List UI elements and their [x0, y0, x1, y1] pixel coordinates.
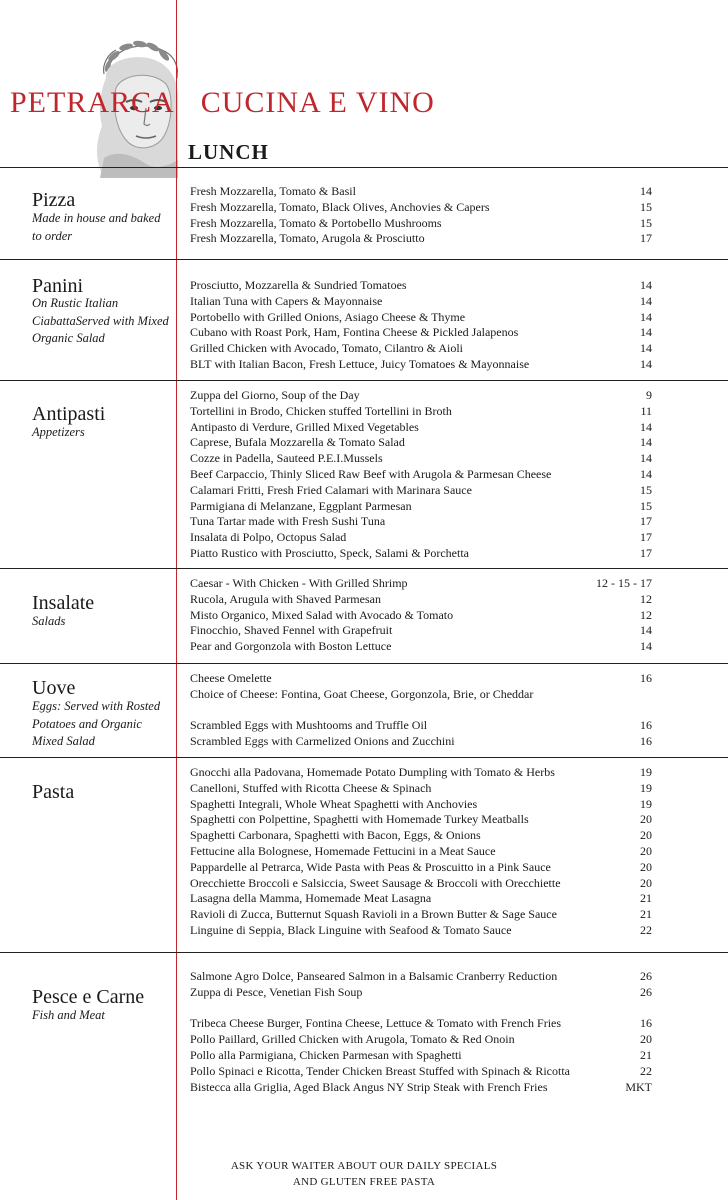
- menu-item-price: 14: [640, 341, 652, 356]
- menu-item-price: 14: [640, 435, 652, 450]
- meal-title: LUNCH: [188, 140, 269, 164]
- menu-item-name: Fresh Mozzarella, Tomato, Arugola & Prosciutto: [190, 231, 425, 246]
- brand-word-2: CUCINA E VINO: [200, 86, 435, 119]
- menu-item-price: 19: [640, 796, 652, 811]
- section-title-uove: Uove: [32, 677, 76, 699]
- menu-list-panini: [190, 278, 664, 373]
- menu-item-price: 16: [640, 671, 652, 685]
- menu-item-name: Antipasto di Verdure, Grilled Mixed Vegetables: [190, 419, 419, 434]
- menu-item-price: 14: [640, 623, 652, 638]
- menu-item: [190, 404, 664, 420]
- menu-item: [190, 891, 664, 907]
- menu-item-price: 17: [640, 231, 652, 246]
- menu-item-name: Misto Organico, Mixed Salad with Avocado & Tomato: [190, 607, 454, 622]
- menu-item-price: 17: [640, 514, 652, 529]
- menu-item-name: Italian Tuna with Capers & Mayonnaise: [190, 293, 383, 308]
- menu-item-name: Bistecca alla Griglia, Aged Black Angus NY Strip Steak with French Fries: [190, 1079, 548, 1094]
- menu-item-price: 14: [640, 293, 652, 308]
- menu-item-name: Fresh Mozzarella, Tomato & Portobello Mushrooms: [190, 215, 442, 230]
- section-divider: [0, 757, 728, 758]
- menu-item-name: Beef Carpaccio, Thinly Sliced Raw Beef with Arugola & Parmesan Cheese: [190, 466, 552, 481]
- menu-item-price: 17: [640, 545, 652, 560]
- section-subtitle-panini: On Rustic Italian CiabattaServed with Mixed Organic Salad: [32, 296, 169, 345]
- section-divider: [0, 259, 728, 260]
- menu-item-name: Caesar - With Chicken - With Grilled Shrimp: [190, 576, 408, 590]
- menu-item: [190, 231, 664, 247]
- menu-item: [190, 844, 664, 860]
- menu-item-name: Linguine di Seppia, Black Linguine with Seafood & Tomato Sauce: [190, 922, 512, 937]
- menu-item-name: Portobello with Grilled Onions, Asiago Cheese & Thyme: [190, 309, 466, 324]
- menu-list-pesce-e-carne: [190, 969, 664, 1095]
- menu-item: [190, 184, 664, 200]
- section-title-pesce-e-carne: Pesce e Carne: [32, 986, 145, 1008]
- menu-item: [190, 499, 664, 515]
- menu-item-price: 14: [640, 184, 652, 198]
- menu-item: [190, 687, 664, 703]
- menu-item: [190, 435, 664, 451]
- menu-item-price: 17: [640, 530, 652, 545]
- menu-item: [190, 310, 664, 326]
- menu-item-name: Rucola, Arugula with Shaved Parmesan: [190, 591, 381, 606]
- menu-item-name: Pollo Paillard, Grilled Chicken with Arugola, Tomato & Red Onoin: [190, 1032, 515, 1047]
- menu-item-name: Spaghetti con Polpettine, Spaghetti with Homemade Turkey Meatballs: [190, 812, 529, 827]
- menu-item: [190, 467, 664, 483]
- menu-item-name: Gnocchi alla Padovana, Homemade Potato Dumpling with Tomato & Herbs: [190, 765, 555, 779]
- menu-item-name: Salmone Agro Dolce, Panseared Salmon in a Balsamic Cranberry Reduction: [190, 969, 558, 983]
- section-divider: [0, 568, 728, 569]
- menu-item-price: 14: [640, 639, 652, 654]
- menu-item-name: Finocchio, Shaved Fennel with Grapefruit: [190, 623, 393, 638]
- menu-item: [190, 734, 664, 750]
- menu-item-price: 22: [640, 922, 652, 937]
- menu-item-name: Insalata di Polpo, Octopus Salad: [190, 530, 347, 545]
- menu-item-name: Calamari Fritti, Fresh Fried Calamari with Marinara Sauce: [190, 482, 472, 497]
- restaurant-name: [10, 88, 435, 118]
- menu-item: [190, 325, 664, 341]
- menu-item: [190, 530, 664, 546]
- menu-item-price: 15: [640, 482, 652, 497]
- menu-item: [190, 420, 664, 436]
- menu-item-price: 21: [640, 907, 652, 922]
- menu-item: [190, 608, 664, 624]
- menu-item: [190, 1016, 664, 1032]
- menu-item: [190, 639, 664, 655]
- menu-item-name: Fresh Mozzarella, Tomato & Basil: [190, 184, 356, 198]
- menu-item: [190, 1048, 664, 1064]
- menu-item-price: 15: [640, 498, 652, 513]
- brand-word-1: PETRARCA: [10, 86, 175, 119]
- menu-item-price: 20: [640, 859, 652, 874]
- section-subtitle-insalate: Salads: [32, 614, 66, 628]
- menu-item-name: Cozze in Padella, Sauteed P.E.I.Mussels: [190, 451, 383, 466]
- menu-item: [190, 592, 664, 608]
- menu-item-price: 14: [640, 356, 652, 371]
- menu-item-name: Canelloni, Stuffed with Ricotta Cheese & Spinach: [190, 780, 432, 795]
- menu-item: [190, 294, 664, 310]
- menu-item: [190, 388, 664, 404]
- menu-item: [190, 828, 664, 844]
- menu-item: [190, 483, 664, 499]
- menu-item: [190, 876, 664, 892]
- menu-item: [190, 357, 664, 373]
- menu-item-name: Caprese, Bufala Mozzarella & Tomato Salad: [190, 435, 405, 450]
- menu-item: [190, 781, 664, 797]
- menu-item-price: 14: [640, 309, 652, 324]
- section-subtitle-uove: Eggs: Served with Rosted Potatoes and Organic Mixed Salad: [32, 699, 161, 748]
- menu-item-name: Cubano with Roast Pork, Ham, Fontina Cheese & Pickled Jalapenos: [190, 325, 519, 340]
- section-title-insalate: Insalate: [32, 592, 95, 614]
- menu-item: [190, 671, 664, 687]
- menu-item-price: 12: [640, 607, 652, 622]
- section-divider: [0, 663, 728, 664]
- menu-item: [190, 1064, 664, 1080]
- menu-item: [190, 985, 664, 1001]
- footer-note: [0, 1159, 728, 1190]
- menu-item-price: 16: [640, 1016, 652, 1031]
- menu-item-price: 19: [640, 780, 652, 795]
- menu-item-name: Zuppa di Pesce, Venetian Fish Soup: [190, 984, 363, 999]
- footer-line-1: ASK YOUR WAITER ABOUT OUR DAILY SPECIALS: [230, 1160, 498, 1172]
- menu-item-price: 16: [640, 734, 652, 749]
- section-title-pizza: Pizza: [32, 189, 76, 211]
- menu-item: [190, 812, 664, 828]
- menu-item: [190, 1080, 664, 1096]
- menu-item: [190, 765, 664, 781]
- menu-item: [190, 278, 664, 294]
- menu-item: [190, 200, 664, 216]
- menu-item-price: 9: [646, 388, 652, 402]
- footer-line-2: AND GLUTEN FREE PASTA: [292, 1175, 436, 1188]
- menu-item-name: Piatto Rustico with Prosciutto, Speck, Salami & Porchetta: [190, 545, 469, 560]
- menu-list-pizza: [190, 184, 664, 247]
- menu-item: [190, 1032, 664, 1048]
- menu-item-name: Choice of Cheese: Fontina, Goat Cheese, Gorgonzola, Brie, or Cheddar: [190, 686, 534, 701]
- menu-item-price: 20: [640, 843, 652, 858]
- menu-item-name: Spaghetti Carbonara, Spaghetti with Bacon, Eggs, & Onions: [190, 828, 481, 843]
- menu-item-price: 16: [640, 718, 652, 733]
- section-title-pasta: Pasta: [32, 781, 75, 803]
- menu-item: [190, 860, 664, 876]
- menu-item: [190, 907, 664, 923]
- menu-item-name: Pear and Gorgonzola with Boston Lettuce: [190, 639, 392, 654]
- menu-item: [190, 623, 664, 639]
- menu-item-price: 12: [640, 591, 652, 606]
- menu-item: [190, 718, 664, 734]
- menu-item-price: 22: [640, 1063, 652, 1078]
- section-title-panini: Panini: [32, 275, 84, 297]
- menu-item-name: Scrambled Eggs with Mushtooms and Truffle Oil: [190, 718, 428, 733]
- menu-item: [190, 451, 664, 467]
- menu-item-name: Grilled Chicken with Avocado, Tomato, Cilantro & Aioli: [190, 341, 464, 356]
- section-subtitle-pizza: Made in house and baked to order: [32, 211, 161, 243]
- menu-item: [190, 797, 664, 813]
- menu-item-name: Orecchiette Broccoli e Salsiccia, Sweet Sausage & Broccoli with Orecchiette: [190, 875, 561, 890]
- menu-item-name: Parmigiana di Melanzane, Eggplant Parmesan: [190, 498, 412, 513]
- menu-item-price: 14: [640, 278, 652, 292]
- menu-item-price: 12 - 15 - 17: [596, 576, 652, 590]
- menu-item-name: BLT with Italian Bacon, Fresh Lettuce, Juicy Tomatoes & Mayonnaise: [190, 356, 530, 371]
- menu-item-price: 20: [640, 812, 652, 827]
- menu-list-uove: [190, 671, 664, 750]
- menu-item-price: 26: [640, 984, 652, 999]
- vertical-rule: [176, 0, 177, 1200]
- menu-item-price: 21: [640, 891, 652, 906]
- menu-item: [190, 546, 664, 562]
- menu-item-price: 14: [640, 325, 652, 340]
- menu-item-price: MKT: [625, 1079, 652, 1094]
- menu-item: [190, 923, 664, 939]
- menu-item-name: Pappardelle al Petrarca, Wide Pasta with Peas & Proscuitto in a Pink Sauce: [190, 859, 551, 874]
- menu-list-pasta: [190, 765, 664, 939]
- section-divider: [0, 380, 728, 381]
- menu-item-price: 19: [640, 765, 652, 779]
- menu-item-price: 14: [640, 466, 652, 481]
- menu-item: [190, 514, 664, 530]
- menu-item-name: Pollo Spinaci e Ricotta, Tender Chicken Breast Stuffed with Spinach & Ricotta: [190, 1063, 570, 1078]
- menu-list-insalate: [190, 576, 664, 655]
- menu-item-name: Cheese Omelette: [190, 671, 272, 685]
- menu-item-name: Fettucine alla Bolognese, Homemade Fettucini in a Meat Sauce: [190, 843, 496, 858]
- section-subtitle-antipasti: Appetizers: [32, 425, 85, 439]
- menu-item-price: 20: [640, 828, 652, 843]
- menu-item-name: Scrambled Eggs with Carmelized Onions and Zucchini: [190, 734, 455, 749]
- menu-item-name: Ravioli di Zucca, Butternut Squash Ravioli in a Brown Butter & Sage Sauce: [190, 907, 557, 922]
- menu-item-price: 15: [640, 215, 652, 230]
- menu-item: [190, 576, 664, 592]
- menu-item-name: Spaghetti Integrali, Whole Wheat Spaghetti with Anchovies: [190, 796, 478, 811]
- menu-item-name: Tortellini in Brodo, Chicken stuffed Tortellini in Broth: [190, 403, 452, 418]
- menu-item-price: 14: [640, 451, 652, 466]
- menu-item: [190, 969, 664, 985]
- menu-item-name: Tuna Tartar made with Fresh Sushi Tuna: [190, 514, 386, 529]
- section-title-antipasti: Antipasti: [32, 403, 106, 425]
- menu-item-name: Prosciutto, Mozzarella & Sundried Tomatoes: [190, 278, 407, 292]
- section-subtitle-pesce-e-carne: Fish and Meat: [32, 1008, 105, 1022]
- menu-item-name: Pollo alla Parmigiana, Chicken Parmesan with Spaghetti: [190, 1047, 462, 1062]
- menu-item-name: Lasagna della Mamma, Homemade Meat Lasagna: [190, 891, 432, 906]
- menu-item-price: 21: [640, 1047, 652, 1062]
- menu-item: [190, 341, 664, 357]
- section-divider: [0, 952, 728, 953]
- menu-item-price: 14: [640, 419, 652, 434]
- menu-item-price: 20: [640, 875, 652, 890]
- menu-item-price: 26: [640, 969, 652, 983]
- menu-item-price: 11: [640, 403, 652, 418]
- menu-item-name: Fresh Mozzarella, Tomato, Black Olives, Anchovies & Capers: [190, 199, 490, 214]
- menu-item-price: 15: [640, 199, 652, 214]
- menu-list-antipasti: [190, 388, 664, 562]
- menu-item-name: Zuppa del Giorno, Soup of the Day: [190, 388, 360, 402]
- section-divider: [0, 167, 728, 168]
- menu-item: [190, 216, 664, 232]
- menu-item-price: 20: [640, 1032, 652, 1047]
- menu-item-name: Tribeca Cheese Burger, Fontina Cheese, Lettuce & Tomato with French Fries: [190, 1016, 562, 1031]
